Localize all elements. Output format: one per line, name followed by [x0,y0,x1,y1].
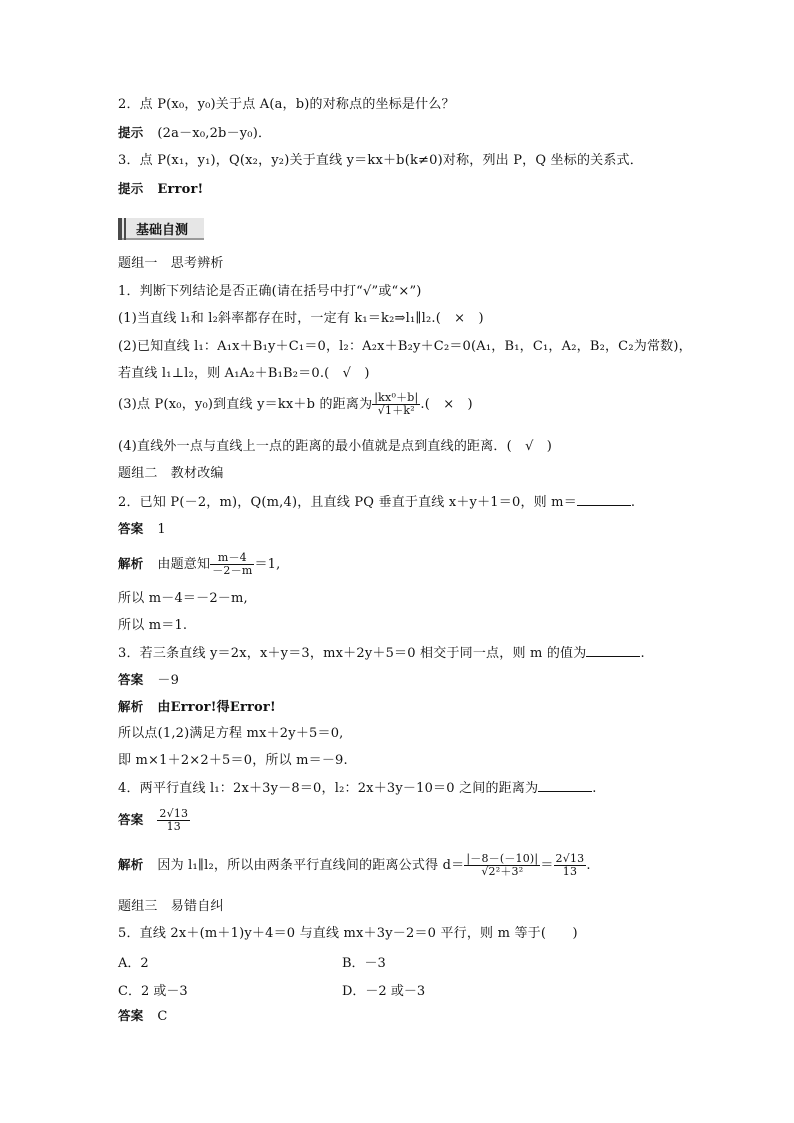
problem-1-item-2: (2)已知直线 l₁：A₁x＋B₁y＋C₁＝0，l₂：A₂x＋B₂y＋C₂＝0(A₁，B₁，C₁，A₂，B₂，C₂为常数)， [118,339,692,354]
distance-fraction [464,853,540,878]
result-fraction [554,853,587,878]
section-heading-marker [124,218,126,240]
equals-sign: ＝ [540,858,554,873]
problem-3 [118,644,645,663]
solution-3 [118,698,276,717]
hint-text: (2a－x₀,2b－y₀)． [157,126,272,141]
slope-fraction [210,552,254,577]
answer-value: －9 [157,673,180,688]
option-c: C．2 或－3 [118,984,188,999]
fraction-numerator: 2√13 [159,807,189,820]
fraction-denominator: 13 [166,820,182,833]
fraction-numerator: |kx⁰＋b| [374,391,419,404]
solution-2 [118,552,280,577]
solution-2-result: 所以 m＝1. [118,618,188,633]
answer-value: 1 [157,522,166,537]
answer-2 [118,520,166,539]
question-2: 2．点 P(x₀，y₀)关于点 A(a，b)的对称点的坐标是什么？ [118,97,455,112]
solution-3-result: 即 m×1＋2×2＋5＝0，所以 m＝－9. [118,753,348,768]
solution-text: 由Error!得Error! [157,700,276,715]
answer-label: 答案 [118,521,144,536]
problem-3-end: . [640,646,645,661]
option-b: B．－3 [342,956,386,971]
option-d: D．－2 或－3 [342,984,426,999]
hint-text: Error! [157,182,204,197]
fraction-denominator: 13 [562,865,578,878]
answer-label: 答案 [118,672,144,687]
answer-label: 答案 [118,1008,144,1023]
solution-end: . [586,858,591,873]
answer-blank [538,779,592,792]
problem-4 [118,779,597,798]
answer-blank [577,493,631,506]
answer-blank [586,644,640,657]
hint-label: 提示 [118,181,144,196]
problem-4-text: 4．两平行直线 l₁：2x＋3y－8＝0，l₂：2x＋3y－10＝0 之间的距离为 [118,781,539,796]
solution-label: 解析 [118,556,144,571]
distance-fraction [372,392,420,417]
solution-text-end: ＝1, [254,557,281,572]
option-a: A．2 [118,956,149,971]
answer-5 [118,1007,168,1026]
question-3: 3．点 P(x₁，y₁)，Q(x₂，y₂)关于直线 y＝kx＋b(k≠0)对称，列出 P，Q 坐标的关系式． [118,153,643,168]
problem-5: 5．直线 2x＋(m＋1)y＋4＝0 与直线 mx＋3y－2＝0 平行，则 m 等于( ) [118,926,578,941]
solution-label: 解析 [118,699,144,714]
answer-fraction [157,808,190,833]
hint-1 [118,124,271,143]
problem-1-item-2-cont: 若直线 l₁⊥l₂，则 A₁A₂＋B₁B₂＝0.( √ ) [118,366,370,381]
group-2-title: 题组二 教材改编 [118,466,224,481]
answer-4 [118,808,190,833]
solution-label: 解析 [118,857,144,872]
group-1-title: 题组一 思考辨析 [118,256,224,271]
problem-1-item-4: (4)直线外一点与直线上一点的距离的最小值就是点到直线的距离．( √ ) [118,439,553,454]
hint-label: 提示 [118,125,144,140]
group-3-title: 题组三 易错自纠 [118,899,224,914]
problem-2 [118,493,635,512]
item-3-text: (3)点 P(x₀，y₀)到直线 y＝kx＋b 的距离为 [118,397,373,412]
answer-label: 答案 [118,812,144,827]
item-3-end: .( × ) [420,397,473,412]
problem-1: 1．判断下列结论是否正确(请在括号中打“√”或“×”) [118,284,422,299]
section-heading-marker [118,218,122,240]
solution-text: 因为 l₁∥l₂，所以由两条平行直线间的距离公式得 d＝ [157,858,465,873]
hint-2 [118,180,203,199]
solution-3-step: 所以点(1,2)满足方程 mx＋2y＋5＝0, [118,726,344,741]
problem-1-item-3 [118,392,473,417]
fraction-numerator: 2√13 [555,852,585,865]
answer-value: C [157,1009,168,1024]
problem-2-end: . [630,495,636,510]
solution-2-step: 所以 m－4＝－2－m, [118,591,248,606]
fraction-denominator: －2－m [212,564,253,577]
problem-2-text: 2．已知 P(－2，m)，Q(m,4)，且直线 PQ 垂直于直线 x＋y＋1＝0，则 m＝ [118,495,577,510]
answer-3 [118,671,179,690]
section-heading: 基础自测 [136,223,189,238]
solution-4 [118,853,591,878]
problem-4-end: . [592,781,597,796]
fraction-numerator: m－4 [210,552,254,565]
problem-1-item-1: (1)当直线 l₁和 l₂斜率都存在时，一定有 k₁＝k₂⇒l₁∥l₂.( × ) [118,311,484,326]
problem-3-text: 3．若三条直线 y＝2x，x＋y＝3，mx＋2y＋5＝0 相交于同一点，则 m 的值为 [118,646,587,661]
solution-text: 由题意知 [157,557,211,572]
fraction-denominator: √1＋k² [377,404,415,417]
fraction-denominator: √2²＋3² [481,865,524,878]
fraction-numerator: |－8－(－10)| [466,852,539,865]
